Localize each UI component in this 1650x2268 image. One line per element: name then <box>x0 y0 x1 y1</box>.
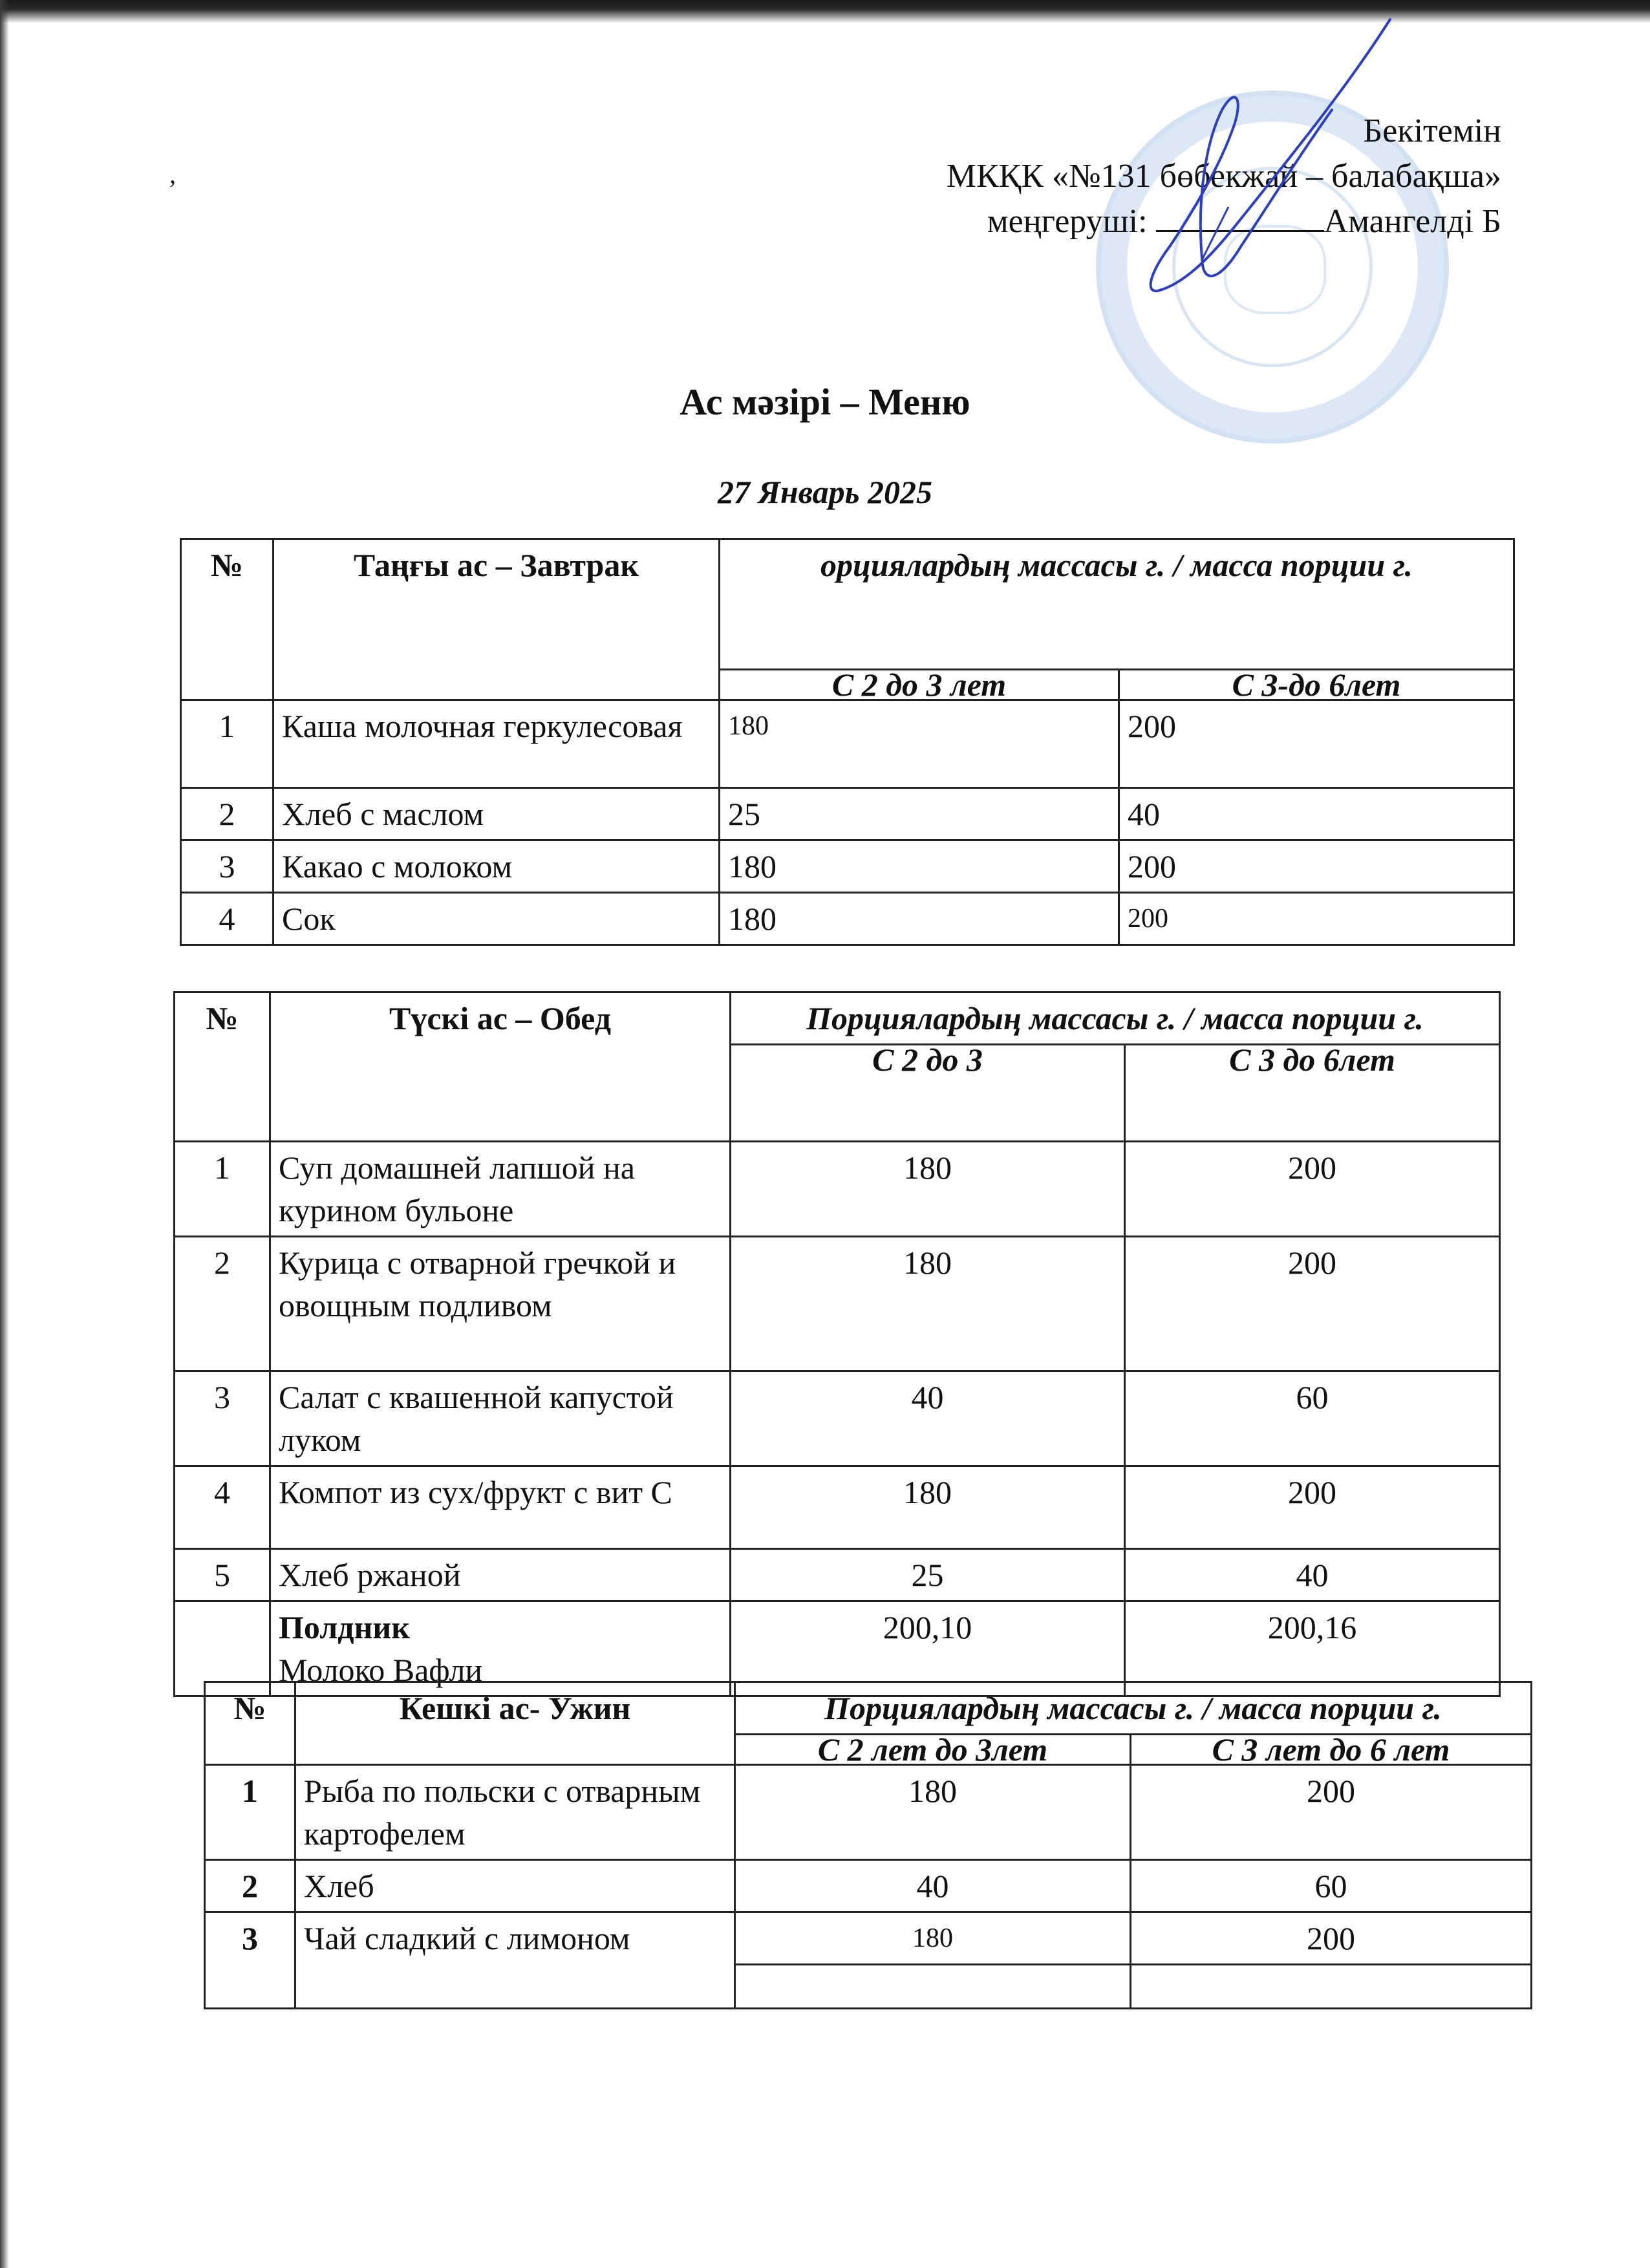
scan-edge-left <box>0 0 9 2268</box>
dish-name: Хлеб ржаной <box>270 1549 731 1601</box>
table-row <box>181 700 1514 788</box>
dish-name: Суп домашней лапшой на курином бульоне <box>270 1142 731 1237</box>
portion-3-6: 40 <box>1125 1549 1500 1601</box>
table-row <box>181 788 1514 840</box>
portion-mass-header: Порциялардың массасы г. / масса порции г. <box>731 992 1500 1045</box>
portion-3-6: 200 <box>1119 840 1514 893</box>
menu-date: 27 Январь 2025 <box>717 474 933 510</box>
table-header-row <box>181 539 1514 670</box>
dish-name: Рыба по польски с отварным картофелем <box>295 1765 735 1860</box>
snack-portion-2-3: 200,10 <box>731 1601 1125 1696</box>
dish-name: Салат с квашенной капустой луком <box>270 1371 731 1466</box>
age-2-3-header: С 2 до 3 <box>731 1045 1125 1142</box>
row-number: 4 <box>181 893 273 945</box>
number-header: № <box>175 992 270 1142</box>
row-number: 3 <box>181 840 273 893</box>
empty-cell <box>735 1965 1131 2009</box>
dish-name: Чай сладкий с лимоном <box>295 1912 735 2009</box>
approve-label: Бекітемін <box>1363 112 1501 149</box>
age-2-3-header: С 2 до 3 лет <box>720 670 1119 700</box>
page-title: Ас мәзірі – Меню <box>680 381 970 423</box>
dish-name: Каша молочная геркулесовая <box>273 700 720 788</box>
meal-header: Түскі ас – Обед <box>270 992 731 1142</box>
portion-3-6: 60 <box>1125 1371 1500 1466</box>
head-name: Амангелді Б <box>1323 203 1501 240</box>
portion-mass-header: орциялардың массасы г. / масса порции г. <box>720 539 1514 670</box>
number-header: № <box>205 1682 295 1765</box>
portion-3-6: 200 <box>1125 1142 1500 1237</box>
portion-3-6: 60 <box>1131 1860 1532 1912</box>
row-number: 2 <box>181 788 273 840</box>
organization-name: МКҚК «№131 бөбекжай – балабақша» <box>946 158 1501 195</box>
dish-name: Компот из сух/фрукт с вит С <box>270 1466 731 1549</box>
row-number: 1 <box>205 1765 295 1860</box>
portion-mass-header: Порциялардың массасы г. / масса порции г. <box>735 1682 1532 1735</box>
table-header-row <box>175 992 1500 1045</box>
table-row <box>175 1371 1500 1466</box>
portion-2-3: 180 <box>720 893 1119 945</box>
age-2-3-header: С 2 лет до 3лет <box>735 1735 1131 1765</box>
table-header-row <box>205 1682 1532 1735</box>
dish-name: Какао с молоком <box>273 840 720 893</box>
snack-portion-3-6: 200,16 <box>1125 1601 1500 1696</box>
row-number: 4 <box>175 1466 270 1549</box>
number-header: № <box>181 539 273 700</box>
portion-3-6: 200 <box>1131 1765 1532 1860</box>
table-row <box>175 1142 1500 1237</box>
meal-header: Таңғы ас – Завтрак <box>273 539 720 700</box>
table-row <box>205 1860 1532 1912</box>
signature-icon <box>1073 13 1435 310</box>
lunch-table <box>173 991 1501 1697</box>
meal-header: Кешкі ас- Ужин <box>295 1682 735 1765</box>
portion-2-3: 40 <box>731 1371 1125 1466</box>
portion-3-6: 200 <box>1131 1912 1532 1965</box>
portion-2-3: 180 <box>731 1466 1125 1549</box>
portion-2-3: 180 <box>735 1765 1131 1860</box>
row-number: 1 <box>175 1142 270 1237</box>
snack-title: Полдник <box>279 1609 411 1645</box>
portion-2-3: 180 <box>720 700 1119 788</box>
snack-items: Молоко Вафли <box>279 1652 483 1688</box>
age-3-6-header: С 3 лет до 6 лет <box>1131 1735 1532 1765</box>
dish-name: Хлеб с маслом <box>273 788 720 840</box>
table-row <box>175 1549 1500 1601</box>
age-3-6-header: С 3-до 6лет <box>1119 670 1514 700</box>
table-row <box>181 840 1514 893</box>
row-number: 3 <box>175 1371 270 1466</box>
dish-name: Хлеб <box>295 1860 735 1912</box>
portion-2-3: 180 <box>731 1237 1125 1371</box>
portion-3-6: 40 <box>1119 788 1514 840</box>
row-number: 1 <box>181 700 273 788</box>
row-number: 5 <box>175 1549 270 1601</box>
portion-2-3: 40 <box>735 1860 1131 1912</box>
portion-3-6: 200 <box>1125 1466 1500 1549</box>
table-row <box>205 1912 1532 1965</box>
dish-name: Курица с отварной гречкой и овощным подливом <box>270 1237 731 1371</box>
portion-2-3: 25 <box>720 788 1119 840</box>
portion-2-3: 180 <box>720 840 1119 893</box>
table-row <box>205 1765 1532 1860</box>
dinner-table <box>204 1681 1532 2009</box>
head-label: меңгеруші: <box>987 203 1148 240</box>
row-number: 3 <box>205 1912 295 2009</box>
row-number: 2 <box>205 1860 295 1912</box>
portion-3-6: 200 <box>1119 700 1514 788</box>
portion-2-3: 25 <box>731 1549 1125 1601</box>
empty-cell <box>1131 1965 1532 2009</box>
portion-3-6: 200 <box>1125 1237 1500 1371</box>
stray-mark: , <box>169 160 176 189</box>
table-row <box>175 1237 1500 1371</box>
portion-3-6: 200 <box>1119 893 1514 945</box>
dish-name: Сок <box>273 893 720 945</box>
portion-2-3: 180 <box>731 1142 1125 1237</box>
table-row <box>181 893 1514 945</box>
row-number: 2 <box>175 1237 270 1371</box>
portion-2-3: 180 <box>735 1912 1131 1965</box>
age-3-6-header: С 3 до 6лет <box>1125 1045 1500 1142</box>
breakfast-table <box>180 538 1515 946</box>
table-row <box>175 1466 1500 1549</box>
